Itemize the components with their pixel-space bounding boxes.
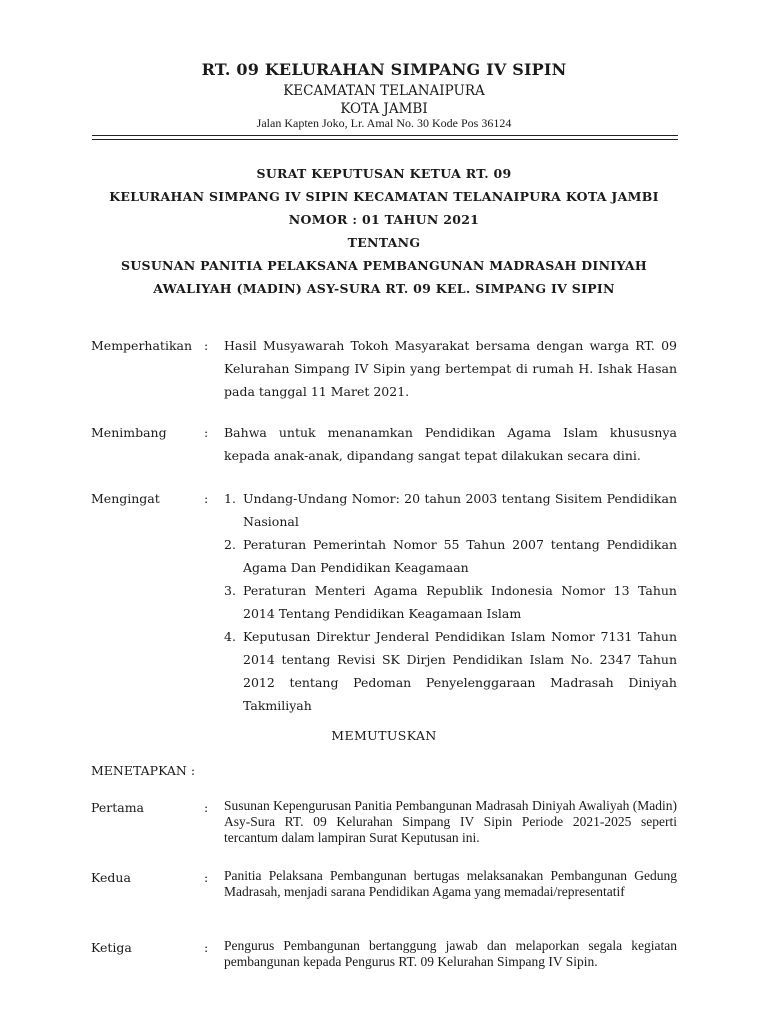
memperhatikan-label: Memperhatikan: [91, 338, 193, 353]
ketiga-text: Pengurus Pembangunan bertanggung jawab dan melaporkan segala kegiatan pembangunan kepada Pengurus RT. 09 Kelurahan Simpang IV Sipin.: [224, 938, 677, 969]
list-item-text: Keputusan Direktur Jenderal Pendidikan Islam Nomor 7131 Tahun 2014 tentang Revisi SK Dirjen Pendidikan Islam No. 2347 Tahun 2012 tentang Pedoman Penyelenggaraan Madrasah Diniyah Takmiliyah: [243, 629, 677, 713]
list-item: [224, 533, 677, 579]
list-item-text: Undang-Undang Nomor: 20 tahun 2003 tentang Sisitem Pendidikan Nasional: [243, 491, 677, 529]
list-item-number: 4.: [224, 629, 236, 644]
list-item: [224, 579, 677, 625]
memperhatikan-colon: :: [204, 338, 209, 353]
mengingat-colon: :: [204, 491, 209, 506]
pertama-colon: :: [204, 800, 209, 815]
list-item-number: 1.: [224, 491, 236, 506]
ketiga-label: Ketiga: [91, 940, 132, 955]
menimbang-label: Menimbang: [91, 425, 167, 440]
list-item-number: 3.: [224, 583, 236, 598]
pertama-text: Susunan Kepengurusan Panitia Pembangunan Madrasah Diniyah Awaliyah (Madin) Asy-Sura RT. 09 Kelurahan Simpang IV Sipin Periode 2021-2025 seperti tercantum dalam lampiran Surat Keputusan ini.: [224, 798, 677, 845]
decree-subject-line1: SUSUNAN PANITIA PELAKSANA PEMBANGUNAN MADRASAH DINIYAH: [121, 258, 647, 273]
kedua-text: Panitia Pelaksana Pembangunan bertugas melaksanakan Pembangunan Gedung Madrasah, menjadi sarana Pendidikan Agama yang memadai/representatif: [224, 868, 677, 899]
memutuskan-heading: MEMUTUSKAN: [331, 728, 437, 743]
letterhead-divider-thick: [92, 135, 678, 136]
list-item-text: Peraturan Pemerintah Nomor 55 Tahun 2007 tentang Pendidikan Agama Dan Pendidikan Keagamaan: [243, 537, 677, 575]
kedua-label: Kedua: [91, 870, 131, 885]
list-item-number: 2.: [224, 537, 236, 552]
letterhead-address: Jalan Kapten Joko, Lr. Amal No. 30 Kode Pos 36124: [256, 116, 512, 130]
menetapkan-label: MENETAPKAN :: [91, 763, 196, 778]
list-item: [224, 625, 677, 717]
list-item: [224, 487, 677, 533]
menimbang-text: Bahwa untuk menanamkan Pendidikan Agama Islam khususnya kepada anak-anak, dipandang sangat tepat dilakukan secara dini.: [224, 425, 677, 463]
decree-title: SURAT KEPUTUSAN KETUA RT. 09: [256, 166, 512, 181]
list-item-text: Peraturan Menteri Agama Republik Indonesia Nomor 13 Tahun 2014 Tentang Pendidikan Keagamaan Islam: [243, 583, 677, 621]
mengingat-list: [224, 487, 677, 717]
decree-jurisdiction: KELURAHAN SIMPANG IV SIPIN KECAMATAN TELANAIPURA KOTA JAMBI: [109, 189, 659, 204]
decree-about-label: TENTANG: [347, 235, 421, 250]
memperhatikan-text: Hasil Musyawarah Tokoh Masyarakat bersama dengan warga RT. 09 Kelurahan Simpang IV Sipin yang bertempat di rumah H. Ishak Hasan pada tanggal 11 Maret 2021.: [224, 338, 677, 399]
mengingat-label: Mengingat: [91, 491, 160, 506]
letterhead-divider-thin: [92, 139, 678, 140]
decree-number: NOMOR : 01 TAHUN 2021: [288, 212, 480, 227]
letterhead-city: KOTA JAMBI: [340, 101, 428, 117]
kedua-colon: :: [204, 870, 209, 885]
menimbang-colon: :: [204, 425, 209, 440]
ketiga-colon: :: [204, 940, 209, 955]
letterhead-name: RT. 09 KELURAHAN SIMPANG IV SIPIN: [201, 60, 567, 79]
letterhead-district: KECAMATAN TELANAIPURA: [283, 83, 485, 99]
decree-subject-line2: AWALIYAH (MADIN) ASY-SURA RT. 09 KEL. SIMPANG IV SIPIN: [153, 281, 615, 296]
pertama-label: Pertama: [91, 800, 145, 815]
